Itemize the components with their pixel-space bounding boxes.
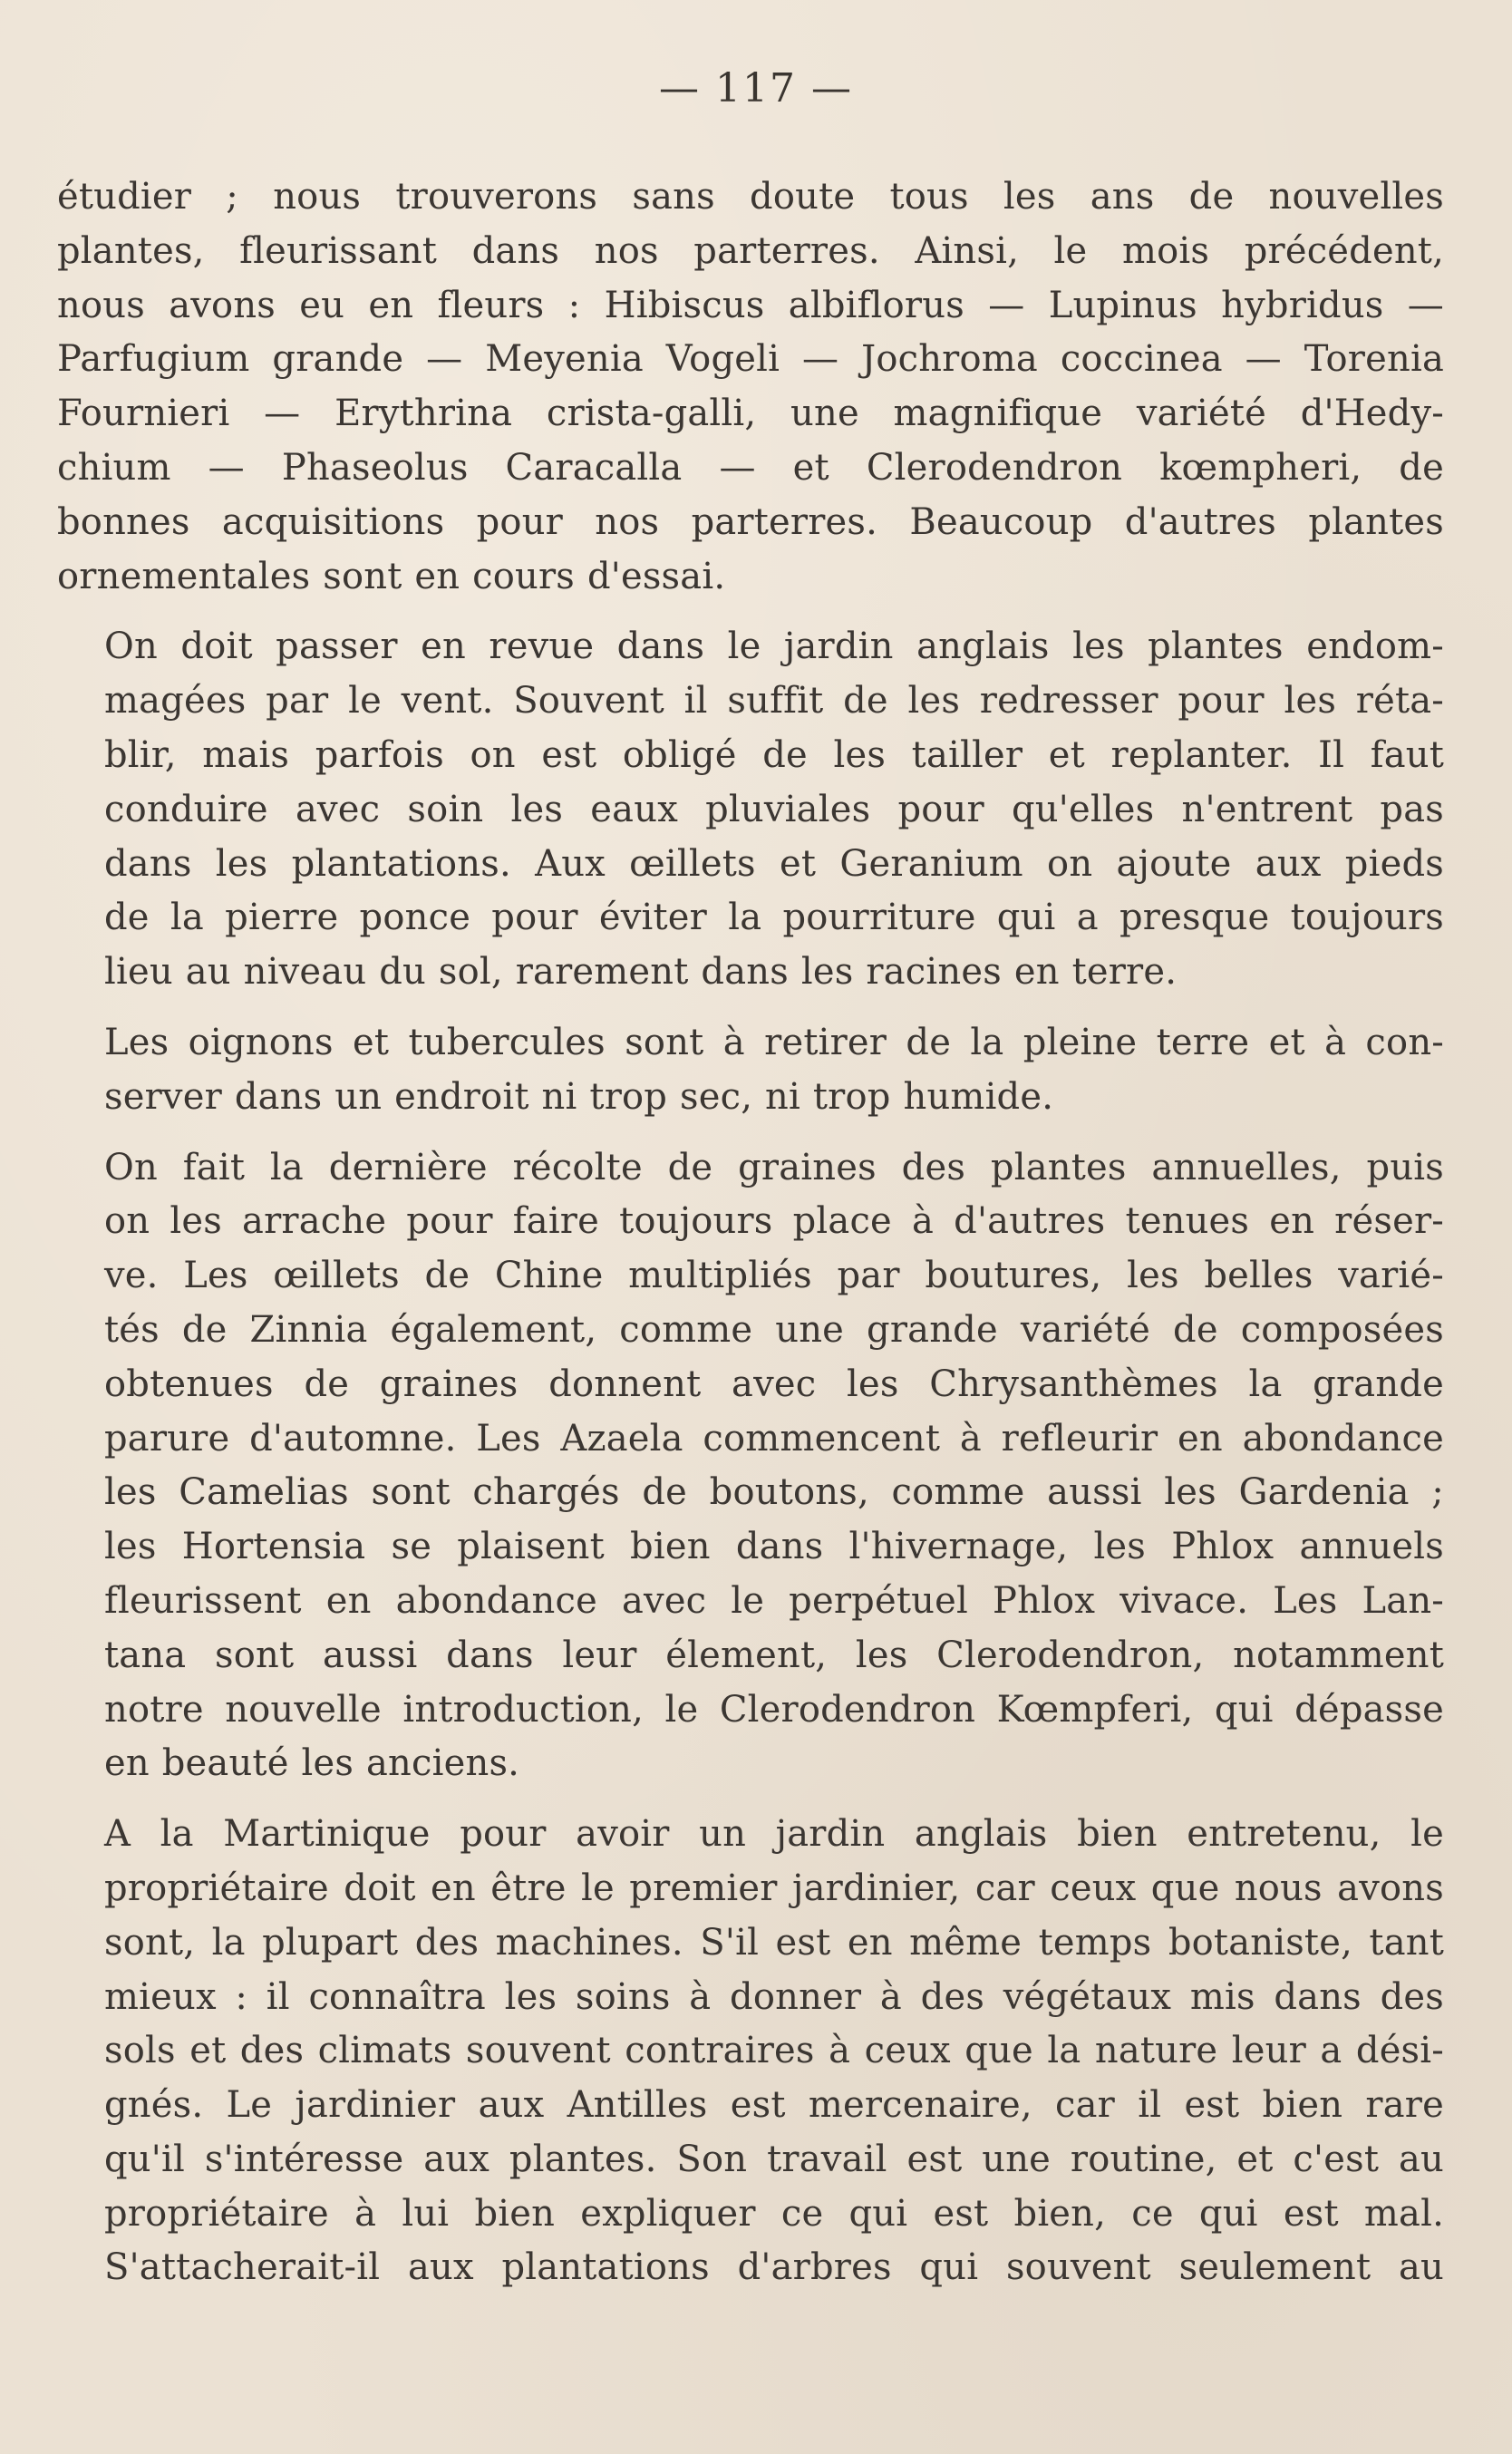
text-line: server dans un endroit ni trop sec, ni trop humide.	[104, 1075, 1054, 1118]
text-line: les Camelias sont chargés de boutons, comme aussi les Gardenia ;	[104, 1471, 1444, 1514]
text-line: sols et des climats souvent contraires à ceux que la nature leur a dési-	[104, 2030, 1444, 2072]
page-number: — 117 —	[659, 65, 853, 112]
text-line: blir, mais parfois on est obligé de les tailler et replanter. Il faut	[104, 733, 1444, 776]
text-line: les Hortensia se plaisent bien dans l'hivernage, les Phlox annuels	[104, 1526, 1444, 1568]
text-line: chium — Phaseolus Caracalla — et Clerodendron kœmpheri, de	[57, 446, 1444, 489]
text-line: ve. Les œillets de Chine multipliés par boutures, les belles varié-	[104, 1255, 1444, 1297]
paragraph-martinique-gardener	[57, 1808, 1444, 2295]
text-line: en beauté les anciens.	[104, 1742, 520, 1785]
text-line: tana sont aussi dans leur élement, les Clerodendron, notamment	[104, 1634, 1444, 1676]
text-line: propriétaire doit en être le premier jardinier, car ceux que nous avons	[104, 1867, 1444, 1909]
text-line: dans les plantations. Aux œillets et Geranium on ajoute aux pieds	[104, 842, 1444, 885]
text-line: bonnes acquisitions pour nos parterres. Beaucoup d'autres plantes	[57, 500, 1444, 543]
text-line: notre nouvelle introduction, le Clerodendron Kœmpferi, qui dépasse	[104, 1688, 1444, 1731]
text-line: On fait la dernière récolte de graines des plantes annuelles, puis	[104, 1146, 1444, 1188]
text-line: plantes, fleurissant dans nos parterres. Ainsi, le mois précédent,	[57, 229, 1444, 272]
text-line: ornementales sont en cours d'essai.	[57, 555, 726, 597]
text-line: tés de Zinnia également, comme une grande variété de composées	[104, 1308, 1444, 1351]
text-line: Parfugium grande — Meyenia Vogeli — Jochroma coccinea — Torenia	[57, 338, 1444, 381]
text-line: qu'il s'intéresse aux plantes. Son travail est une routine, et c'est au	[104, 2138, 1444, 2180]
text-line: de la pierre ponce pour éviter la pourriture qui a presque toujours	[104, 897, 1444, 939]
text-line: nous avons eu en fleurs : Hibiscus albiflorus — Lupinus hybridus —	[57, 284, 1444, 326]
body-text	[57, 170, 1444, 2295]
text-line: On doit passer en revue dans le jardin anglais les plantes endom-	[104, 626, 1444, 668]
text-line: lieu au niveau du sol, rarement dans les racines en terre.	[104, 951, 1178, 994]
paragraph-plant-acquisitions	[57, 170, 1444, 604]
text-line: magées par le vent. Souvent il suffit de les redresser pour les réta-	[104, 680, 1444, 723]
text-line: Les oignons et tubercules sont à retirer de la pleine terre et à con-	[104, 1021, 1444, 1063]
paragraph-bulbs	[57, 1016, 1444, 1125]
text-line: propriétaire à lui bien expliquer ce qui est bien, ce qui est mal.	[104, 2192, 1444, 2235]
text-line: conduire avec soin les eaux pluviales pour qu'elles n'entrent pas	[104, 788, 1444, 830]
text-line: gnés. Le jardinier aux Antilles est mercenaire, car il est bien rare	[104, 2084, 1444, 2127]
text-line: parure d'automne. Les Azaela commencent à refleurir en abondance	[104, 1417, 1444, 1460]
text-line: Fournieri — Erythrina crista-galli, une magnifique variété d'Hedy-	[57, 393, 1444, 435]
paragraph-autumn-harvest	[57, 1141, 1444, 1792]
text-line: fleurissent en abondance avec le perpétuel Phlox vivace. Les Lan-	[104, 1579, 1444, 1622]
text-line: obtenues de graines donnent avec les Chrysanthèmes la grande	[104, 1363, 1444, 1405]
text-line: mieux : il connaîtra les soins à donner à des végétaux mis dans des	[104, 1975, 1444, 2018]
text-line: on les arrache pour faire toujours place à d'autres tenues en réser-	[104, 1200, 1444, 1243]
text-line: sont, la plupart des machines. S'il est en même temps botaniste, tant	[104, 1921, 1444, 1964]
text-line: S'attacherait-il aux plantations d'arbres qui souvent seulement au	[104, 2246, 1444, 2289]
text-line: étudier ; nous trouverons sans doute tous les ans de nouvelles	[57, 176, 1444, 218]
text-line: A la Martinique pour avoir un jardin anglais bien entretenu, le	[104, 1813, 1444, 1856]
paragraph-wind-damage	[57, 620, 1444, 1000]
